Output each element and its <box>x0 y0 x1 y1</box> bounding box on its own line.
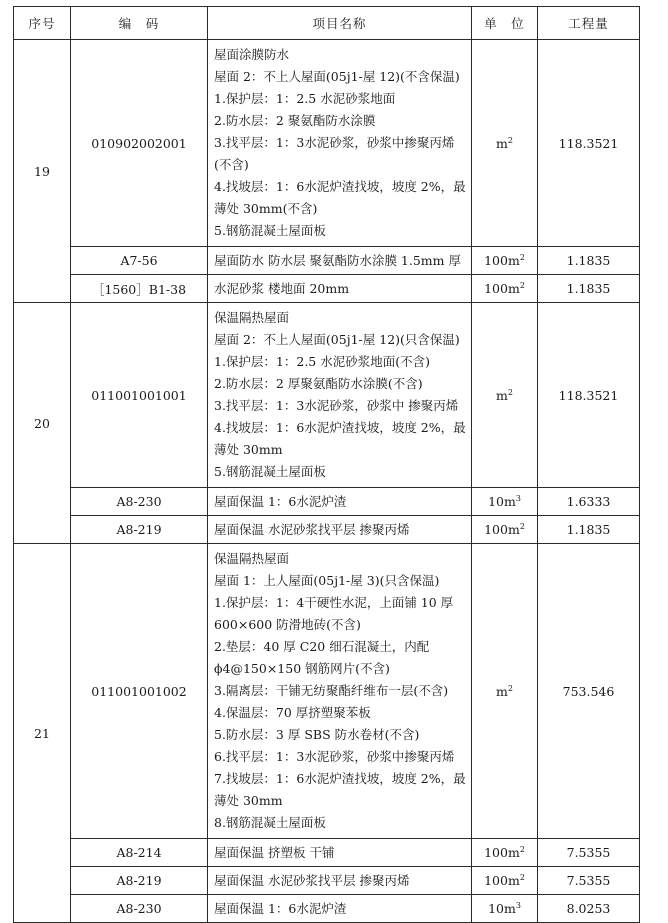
item-description <box>208 303 472 488</box>
item-unit: $m^2$ <box>472 303 538 488</box>
desc-line: 屋面 1：上人屋面(05j1-屋 3)(只含保温) <box>214 573 440 588</box>
table-row <box>14 544 640 839</box>
item-quantity: 1.1835 <box>538 247 640 275</box>
item-code: A8-230 <box>71 895 208 923</box>
desc-line: 屋面涂膜防水 <box>214 47 290 62</box>
header-unit: 单 位 <box>472 7 538 40</box>
item-unit: $m^2$ <box>472 40 538 247</box>
item-code: A8-219 <box>71 516 208 544</box>
desc-line: 1.保护层：1：4干硬性水泥，上面铺 10 厚 600×600 防滑地砖(不含) <box>214 595 454 632</box>
item-description <box>208 544 472 839</box>
desc-line: 2.防水层：2 聚氨酯防水涂膜 <box>214 113 376 128</box>
item-quantity: 8.0253 <box>538 895 640 923</box>
table-row <box>14 303 640 488</box>
table-row <box>14 275 640 303</box>
desc-line: 3.隔离层：干铺无纺聚酯纤维布一层(不含) <box>214 683 449 698</box>
item-unit: $m^2$ <box>472 544 538 839</box>
row-index: 20 <box>14 303 71 544</box>
desc-line: 保温隔热屋面 <box>214 310 290 325</box>
desc-line: 3.找平层：1：3水泥砂浆，砂浆中掺聚丙烯(不含) <box>214 135 455 172</box>
item-code: ［1560］B1-38 <box>71 275 208 303</box>
item-description <box>208 40 472 247</box>
desc-line: 3.找平层：1：3水泥砂浆，砂浆中 掺聚丙烯 <box>214 398 459 413</box>
table-row <box>14 40 640 247</box>
desc-line: 5.钢筋混凝土屋面板 <box>214 223 326 238</box>
item-quantity: 118.3521 <box>538 40 640 247</box>
item-code: A8-214 <box>71 839 208 867</box>
item-quantity: 7.5355 <box>538 839 640 867</box>
item-quantity: 1.1835 <box>538 275 640 303</box>
item-description: 水泥砂浆 楼地面 20mm <box>208 275 472 303</box>
desc-line: 8.钢筋混凝土屋面板 <box>214 815 326 830</box>
item-unit: $100m^2$ <box>472 247 538 275</box>
desc-line: 5.防水层：3 厚 SBS 防水卷材(不含) <box>214 727 420 742</box>
desc-line: 2.防水层：2 厚聚氨酯防水涂膜(不含) <box>214 376 423 391</box>
row-index: 21 <box>14 544 71 923</box>
item-description: 屋面保温 水泥砂浆找平层 掺聚丙烯 <box>208 516 472 544</box>
quantity-table <box>13 6 640 923</box>
desc-line: 5.钢筋混凝土屋面板 <box>214 464 326 479</box>
desc-line: 7.找坡层：1：6水泥炉渣找坡，坡度 2%，最薄处 30mm <box>214 771 466 808</box>
item-code: A8-230 <box>71 488 208 516</box>
table-row <box>14 839 640 867</box>
desc-line: 4.找坡层：1：6水泥炉渣找坡，坡度 2%，最薄处 30mm <box>214 420 466 457</box>
item-code: 011001001002 <box>71 544 208 839</box>
table-row <box>14 488 640 516</box>
item-unit: $10m^3$ <box>472 488 538 516</box>
table-row <box>14 895 640 923</box>
item-description: 屋面保温 1：6水泥炉渣 <box>208 488 472 516</box>
desc-line: 4.保温层：70 厚挤塑聚苯板 <box>214 705 371 720</box>
desc-line: 屋面 2：不上人屋面(05j1-屋 12)(不含保温) <box>214 69 460 84</box>
item-quantity: 118.3521 <box>538 303 640 488</box>
item-code: 010902002001 <box>71 40 208 247</box>
desc-line: 2.垫层：40 厚 C20 细石混凝土，内配 ϕ4@150×150 钢筋网片(不含) <box>214 639 430 676</box>
item-description: 屋面保温 水泥砂浆找平层 掺聚丙烯 <box>208 867 472 895</box>
item-unit: $100m^2$ <box>472 867 538 895</box>
item-quantity: 753.546 <box>538 544 640 839</box>
row-index: 19 <box>14 40 71 303</box>
desc-line: 1.保护层：1：2.5 水泥砂浆地面(不含) <box>214 354 430 369</box>
header-name: 项目名称 <box>208 7 472 40</box>
header-code: 编 码 <box>71 7 208 40</box>
item-description: 屋面保温 挤塑板 干铺 <box>208 839 472 867</box>
item-quantity: 7.5355 <box>538 867 640 895</box>
item-quantity: 1.6333 <box>538 488 640 516</box>
table-row <box>14 516 640 544</box>
item-quantity: 1.1835 <box>538 516 640 544</box>
item-unit: $10m^3$ <box>472 895 538 923</box>
item-unit: $100m^2$ <box>472 516 538 544</box>
header-row <box>14 7 640 40</box>
item-code: A8-219 <box>71 867 208 895</box>
item-description: 屋面防水 防水层 聚氨酯防水涂膜 1.5mm 厚 <box>208 247 472 275</box>
desc-line: 1.保护层：1：2.5 水泥砂浆地面 <box>214 91 396 106</box>
item-unit: $100m^2$ <box>472 839 538 867</box>
table-row <box>14 867 640 895</box>
table-row <box>14 247 640 275</box>
item-code: 011001001001 <box>71 303 208 488</box>
desc-line: 屋面 2：不上人屋面(05j1-屋 12)(只含保温) <box>214 332 460 347</box>
desc-line: 4.找坡层：1：6水泥炉渣找坡，坡度 2%，最薄处 30mm(不含) <box>214 179 466 216</box>
desc-line: 保温隔热屋面 <box>214 551 290 566</box>
header-qty: 工程量 <box>538 7 640 40</box>
desc-line: 6.找平层：1：3水泥砂浆，砂浆中掺聚丙烯 <box>214 749 455 764</box>
header-index: 序号 <box>14 7 71 40</box>
item-code: A7-56 <box>71 247 208 275</box>
item-description: 屋面保温 1：6水泥炉渣 <box>208 895 472 923</box>
item-unit: $100m^2$ <box>472 275 538 303</box>
